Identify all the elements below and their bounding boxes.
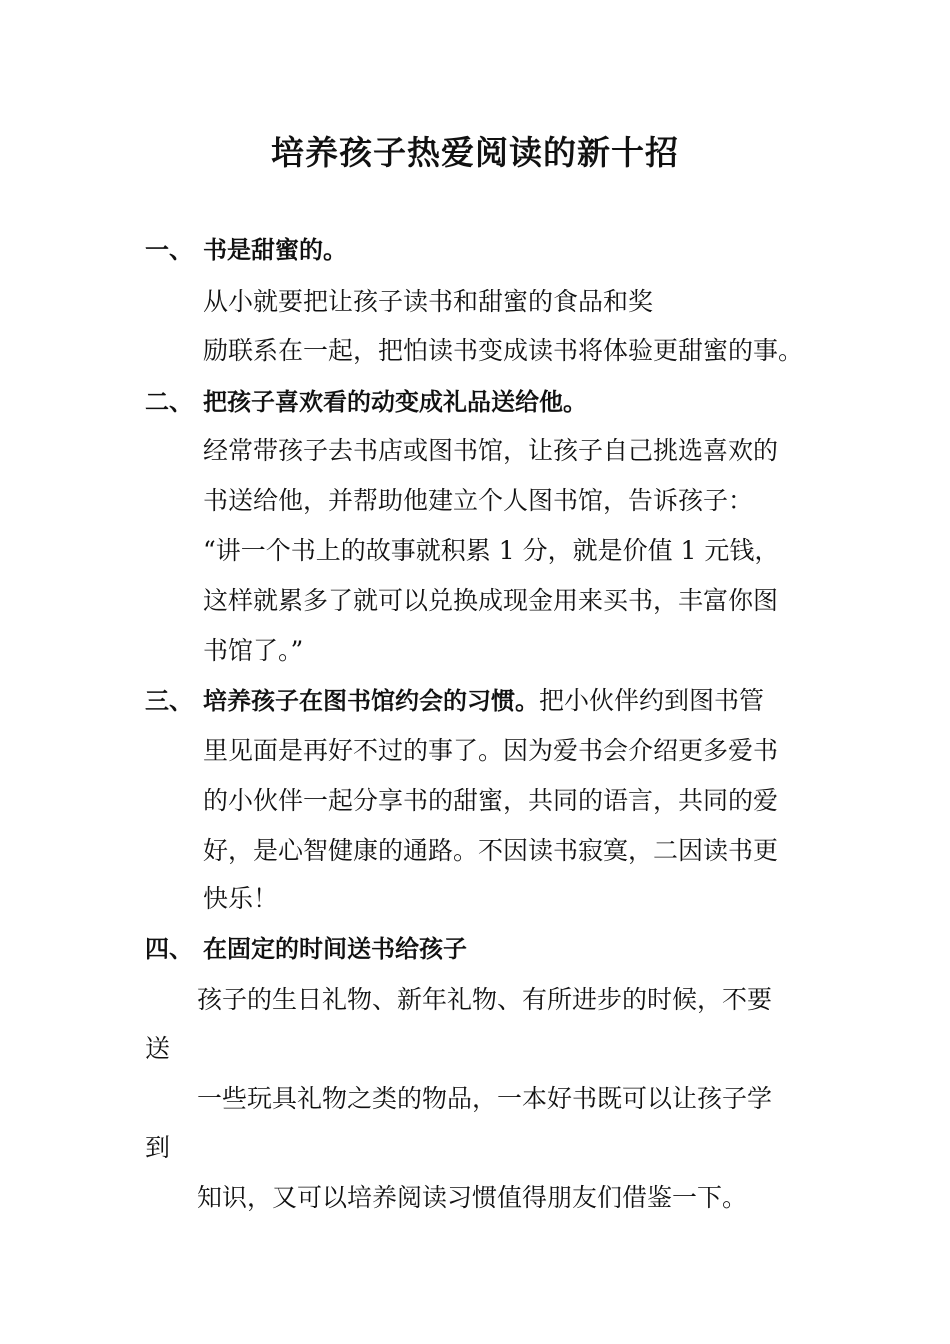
section-4-line-1: 孩子的生日礼物、新年礼物、有所进步的时候，不要 xyxy=(197,985,773,1014)
section-1-line-1: 从小就要把让孩子读书和甜蜜的食品和奖 xyxy=(203,287,654,316)
section-2-line-3: “讲一个书上的故事就积累 1 分，就是价值 1 元钱， xyxy=(203,536,780,565)
section-3-line-2: 的小伙伴一起分享书的甜蜜，共同的语言，共同的爱 xyxy=(203,786,779,815)
section-3-first-line xyxy=(203,683,764,719)
section-3-line-1: 里见面是再好不过的事了。因为爱书会介绍更多爱书 xyxy=(203,736,779,765)
section-3-line-4: 快乐！ xyxy=(203,884,279,913)
page-title: 培养孩子热爱阅读的新十招 xyxy=(271,133,679,172)
section-3-heading-tail: 把小伙伴约到图书管 xyxy=(539,686,765,715)
section-2-heading: 把孩子喜欢看的动变成礼品送给他。 xyxy=(203,388,587,416)
section-2-number: 二、 xyxy=(145,388,193,416)
section-4-line-2: 送 xyxy=(145,1034,171,1063)
section-4-heading: 在固定的时间送书给孩子 xyxy=(203,935,467,963)
section-2-line-1: 经常带孩子去书店或图书馆，让孩子自己挑选喜欢的 xyxy=(203,436,779,465)
section-3-heading: 培养孩子在图书馆约会的习惯。 xyxy=(203,687,539,715)
section-1-heading: 书是甜蜜的。 xyxy=(203,236,347,264)
section-2-line-4: 这样就累多了就可以兑换成现金用来买书，丰富你图 xyxy=(203,586,779,615)
section-1-number: 一、 xyxy=(145,236,193,264)
section-2-line-5: 书馆了。” xyxy=(203,636,304,665)
section-3-line-3: 好，是心智健康的通路。不因读书寂寞，二因读书更 xyxy=(203,836,779,865)
section-2-line-2: 书送给他，并帮助他建立个人图书馆，告诉孩子： xyxy=(203,486,754,515)
section-4-line-4: 到 xyxy=(145,1133,171,1162)
section-4-line-3: 一些玩具礼物之类的物品，一本好书既可以让孩子学 xyxy=(197,1084,773,1113)
section-1-line-2: 励联系在一起，把怕读书变成读书将体验更甜蜜的事。 xyxy=(203,336,804,365)
section-4-line-5: 知识，又可以培养阅读习惯值得朋友们借鉴一下。 xyxy=(197,1183,748,1212)
section-3-number: 三、 xyxy=(145,687,193,715)
section-4-number: 四、 xyxy=(145,935,193,963)
